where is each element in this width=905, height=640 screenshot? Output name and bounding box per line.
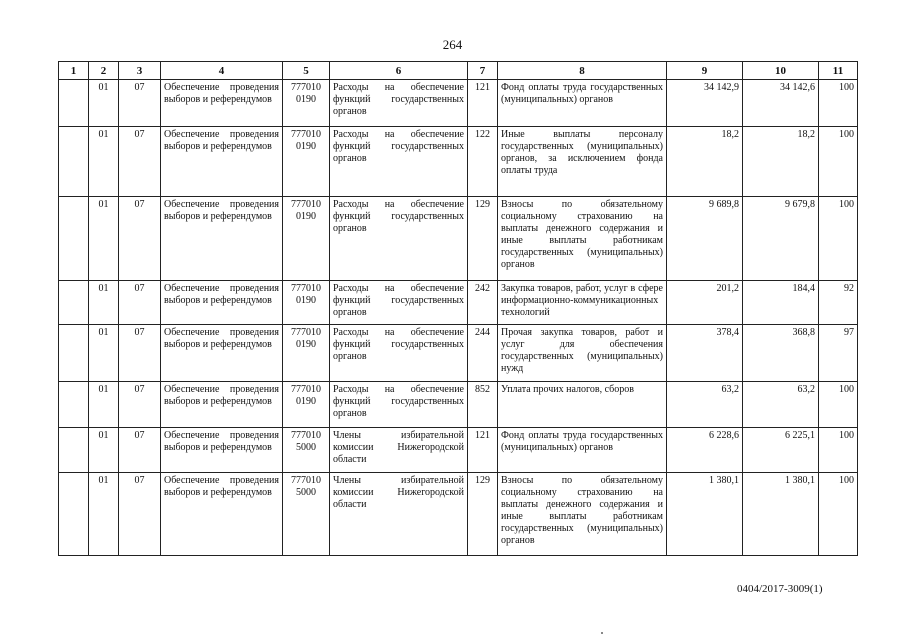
expense-type-name: Взносы по обязательному социальному страхованию на выплаты денежного содержания и иные выплаты работникам государственных (муниципальных) органов [498,473,667,556]
expense-type-code: 242 [468,281,498,325]
execution-percent: 100 [819,428,858,473]
section-code: 01 [89,473,119,556]
section-name: Обеспечение проведения выборов и референдумов [161,428,283,473]
planned-amount: 6 228,6 [667,428,743,473]
actual-amount: 34 142,6 [743,80,819,127]
table-cell [59,197,89,281]
section-name: Обеспечение проведения выборов и референдумов [161,80,283,127]
actual-amount: 368,8 [743,325,819,382]
section-code: 01 [89,382,119,428]
subsection-code: 07 [119,325,161,382]
section-code: 01 [89,325,119,382]
target-article-code: 777010 0190 [283,127,330,197]
section-name: Обеспечение проведения выборов и референдумов [161,382,283,428]
section-code: 01 [89,80,119,127]
target-article-code: 777010 5000 [283,428,330,473]
planned-amount: 34 142,9 [667,80,743,127]
expense-type-code: 852 [468,382,498,428]
target-article-name: Расходы на обеспечение функций государственных органов [330,197,468,281]
expense-type-name: Взносы по обязательному социальному страхованию на выплаты денежного содержания и иные выплаты работникам государственных (муниципальных) органов [498,197,667,281]
subsection-code: 07 [119,473,161,556]
expense-type-name: Закупка товаров, работ, услуг в сфере информационно-коммуникационных технологий [498,281,667,325]
table-row [59,382,858,428]
table-row [59,325,858,382]
expense-type-name: Прочая закупка товаров, работ и услуг для обеспечения государственных (муниципальных) нужд [498,325,667,382]
column-header: 5 [283,62,330,80]
column-header: 8 [498,62,667,80]
expense-type-code: 122 [468,127,498,197]
actual-amount: 63,2 [743,382,819,428]
column-header: 11 [819,62,858,80]
planned-amount: 9 689,8 [667,197,743,281]
table-cell [59,127,89,197]
section-name: Обеспечение проведения выборов и референдумов [161,197,283,281]
subsection-code: 07 [119,197,161,281]
table-cell [59,473,89,556]
expense-type-name: Фонд оплаты труда государственных (муниципальных) органов [498,428,667,473]
expense-type-code: 121 [468,80,498,127]
header-row [59,62,858,80]
target-article-code: 777010 0190 [283,382,330,428]
target-article-name: Расходы на обеспечение функций государственных органов [330,325,468,382]
target-article-name: Расходы на обеспечение функций государственных органов [330,127,468,197]
table-cell [59,281,89,325]
page-number: 264 [442,37,463,52]
scan-speck [601,632,603,634]
execution-percent: 100 [819,382,858,428]
column-header: 3 [119,62,161,80]
column-header: 7 [468,62,498,80]
actual-amount: 9 679,8 [743,197,819,281]
expense-type-code: 129 [468,197,498,281]
expense-type-code: 121 [468,428,498,473]
actual-amount: 1 380,1 [743,473,819,556]
planned-amount: 63,2 [667,382,743,428]
target-article-code: 777010 0190 [283,197,330,281]
subsection-code: 07 [119,80,161,127]
actual-amount: 184,4 [743,281,819,325]
table-cell [59,428,89,473]
section-name: Обеспечение проведения выборов и референдумов [161,325,283,382]
table-row [59,197,858,281]
column-header: 9 [667,62,743,80]
subsection-code: 07 [119,382,161,428]
target-article-name: Расходы на обеспечение функций государственных органов [330,281,468,325]
target-article-code: 777010 5000 [283,473,330,556]
target-article-name: Члены избирательной комиссии Нижегородской области [330,473,468,556]
expense-type-name: Уплата прочих налогов, сборов [498,382,667,428]
expense-type-name: Фонд оплаты труда государственных (муниципальных) органов [498,80,667,127]
table-cell [59,80,89,127]
table-row [59,473,858,556]
planned-amount: 201,2 [667,281,743,325]
section-name: Обеспечение проведения выборов и референдумов [161,473,283,556]
table-cell [59,382,89,428]
section-name: Обеспечение проведения выборов и референдумов [161,127,283,197]
table-row [59,80,858,127]
column-header: 6 [330,62,468,80]
target-article-code: 777010 0190 [283,80,330,127]
section-code: 01 [89,428,119,473]
section-name: Обеспечение проведения выборов и референдумов [161,281,283,325]
target-article-code: 777010 0190 [283,281,330,325]
section-code: 01 [89,197,119,281]
execution-percent: 100 [819,197,858,281]
column-header: 1 [59,62,89,80]
section-code: 01 [89,281,119,325]
execution-percent: 100 [819,127,858,197]
target-article-code: 777010 0190 [283,325,330,382]
table-row [59,127,858,197]
actual-amount: 6 225,1 [743,428,819,473]
subsection-code: 07 [119,127,161,197]
actual-amount: 18,2 [743,127,819,197]
execution-percent: 100 [819,473,858,556]
execution-percent: 92 [819,281,858,325]
column-header: 4 [161,62,283,80]
expense-type-code: 244 [468,325,498,382]
document-code: 0404/2017-3009(1) [737,583,823,595]
execution-percent: 97 [819,325,858,382]
column-header: 2 [89,62,119,80]
expense-type-code: 129 [468,473,498,556]
target-article-name: Расходы на обеспечение функций государственных органов [330,382,468,428]
table-cell [59,325,89,382]
planned-amount: 18,2 [667,127,743,197]
execution-percent: 100 [819,80,858,127]
subsection-code: 07 [119,281,161,325]
planned-amount: 1 380,1 [667,473,743,556]
target-article-name: Члены избирательной комиссии Нижегородской области [330,428,468,473]
table-row [59,428,858,473]
table-row [59,281,858,325]
target-article-name: Расходы на обеспечение функций государственных органов [330,80,468,127]
planned-amount: 378,4 [667,325,743,382]
expense-type-name: Иные выплаты персоналу государственных (муниципальных) органов, за исключением фонда оплаты труда [498,127,667,197]
section-code: 01 [89,127,119,197]
column-header: 10 [743,62,819,80]
subsection-code: 07 [119,428,161,473]
budget-table [58,61,858,556]
